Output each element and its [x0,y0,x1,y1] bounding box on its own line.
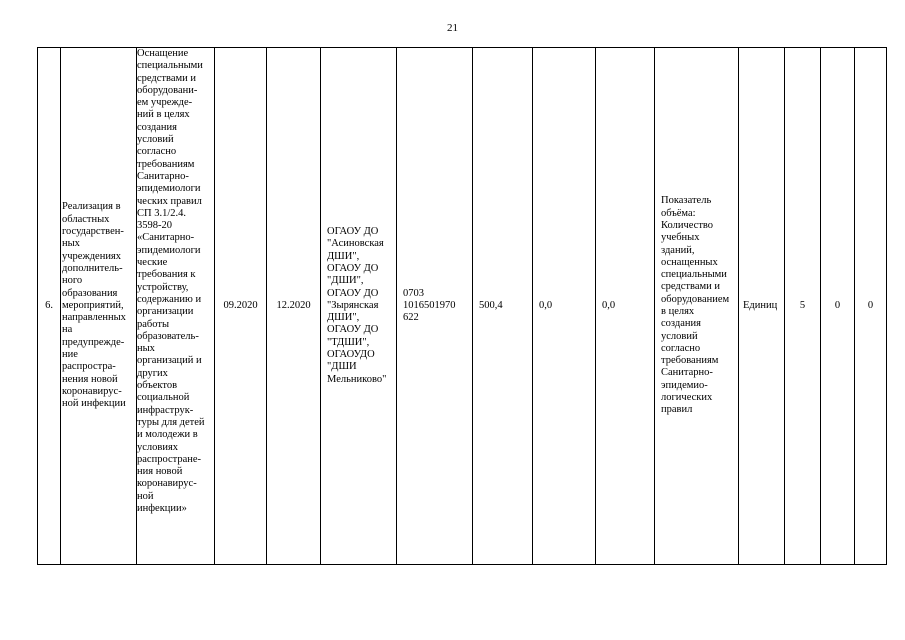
cell-value-1: 5 [785,48,821,565]
cell-end-date: 12.2020 [267,48,321,565]
cell-event-name: Реализация в областных государствен- ных учреждениях дополнитель- ного образования мероприятий, направленных на предупрежде- ние распростра- нения новой коронавирус- ной инфекции [61,48,137,565]
cell-indicator: Показатель объёма: Количество учебных зданий, оснащенных специальными средствами и оборудованием в целях создания условий согласно требованиям Санитарно- эпидемио- логических правил [655,48,739,565]
cell-row-number: 6. [38,48,61,565]
program-table [37,47,887,565]
cell-total-amount: 500,4 [473,48,533,565]
table-row [38,48,887,565]
cell-budget-code: 0703 1016501970 622 [397,48,473,565]
cell-description: Оснащение специальными средствами и оборудовани- ем учрежде- ний в целях создания условий согласно требованиям Санитарно- эпидемиологи ческих правил СП 3.1/2.4. 3598-20 «Санитарно- эпидемиологи ческие требования к устройству, содержанию и организации работы образователь- ных организаций и других объектов социальной инфраструк- туры для детей и молодежи в условиях распростране- ния новой коронавирус- ной инфекции» [137,48,215,565]
page-number: 21 [447,22,458,34]
cell-unit: Единиц [739,48,785,565]
cell-amount-2: 0,0 [533,48,596,565]
cell-start-date: 09.2020 [215,48,267,565]
cell-executors: ОГАОУ ДО "Асиновская ДШИ", ОГАОУ ДО "ДШИ", ОГАОУ ДО "Зырянская ДШИ", ОГАОУ ДО "ТДШИ", ОГАОУДО "ДШИ Мельниково" [321,48,397,565]
cell-value-2: 0 [821,48,855,565]
cell-amount-3: 0,0 [596,48,655,565]
cell-value-3: 0 [855,48,887,565]
